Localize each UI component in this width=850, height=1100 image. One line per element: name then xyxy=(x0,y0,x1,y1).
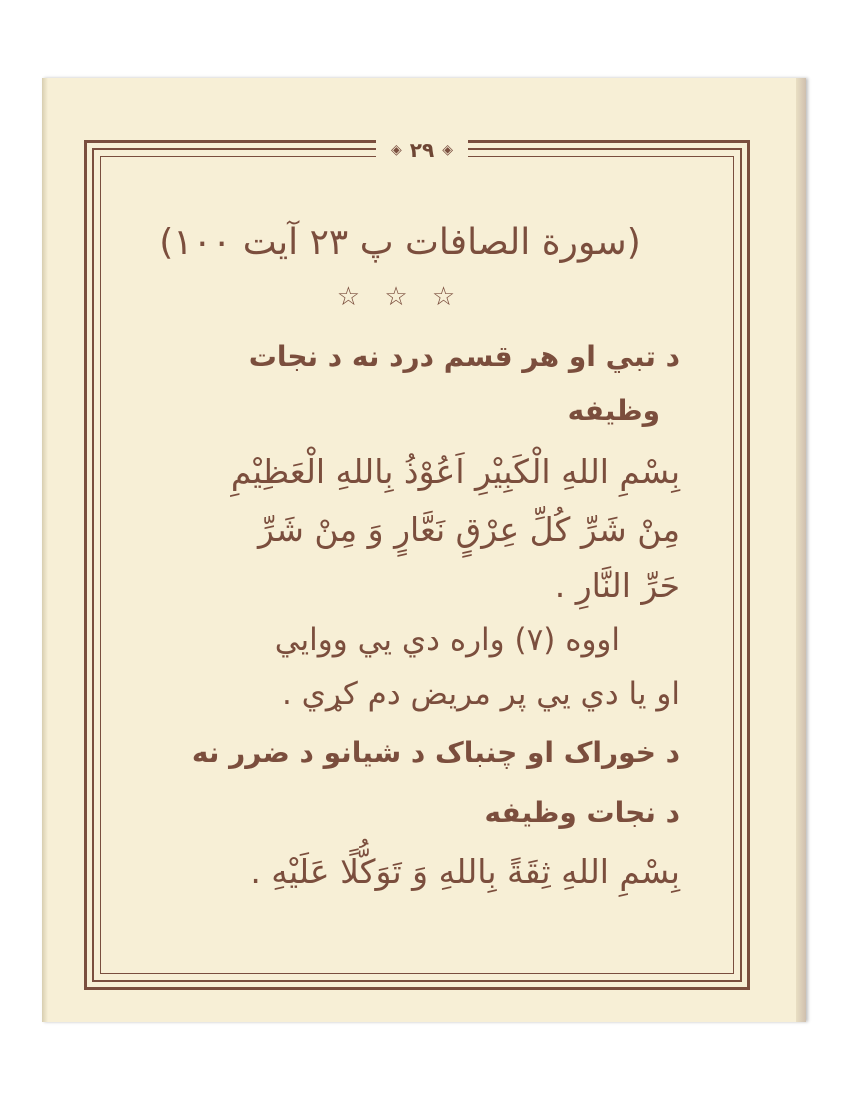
section-heading-food: د خوراک او چنباک د شيانو د ضرر نه xyxy=(191,736,680,769)
arabic-dua-line-3: حَرِّ النَّارِ . xyxy=(554,566,680,605)
star-divider: ☆ ☆ ☆ xyxy=(336,282,464,312)
page-number-box xyxy=(376,136,468,164)
page-number: ۲۹ xyxy=(409,138,435,162)
ornament-icon: ◈ xyxy=(442,142,453,158)
page-edge-left xyxy=(42,78,48,1022)
section-heading-fever-cont: وظيفه xyxy=(567,394,660,427)
ornament-icon: ◈ xyxy=(391,142,402,158)
arabic-dua-line-2: مِنْ شَرِّ كُلِّ عِرْقٍ نَعَّارٍ وَ مِنْ شَرِّ xyxy=(258,510,680,549)
section-heading-food-cont: د نجات وظيفه xyxy=(484,796,680,829)
instruction-line-2: او يا دي يي پر مريض دم كړي . xyxy=(281,676,680,712)
arabic-dua-line-1: بِسْمِ اللهِ الْكَبِيْرِ اَعُوْذُ بِاللهِ الْعَظِيْمِ xyxy=(230,452,680,491)
page-edge-right xyxy=(796,78,806,1022)
instruction-line-1: اووه (۷) واره دي يي ووايي xyxy=(274,622,620,658)
surah-reference-title: (سورة الصافات پ ۲۳ آیت ۱۰۰) xyxy=(159,222,641,263)
section-heading-fever: د تبي او هر قسم درد نه د نجات xyxy=(248,340,680,373)
arabic-dua-line-4: بِسْمِ اللهِ ثِقَةً بِاللهِ وَ تَوَكُّلًا عَلَيْهِ . xyxy=(250,852,680,891)
